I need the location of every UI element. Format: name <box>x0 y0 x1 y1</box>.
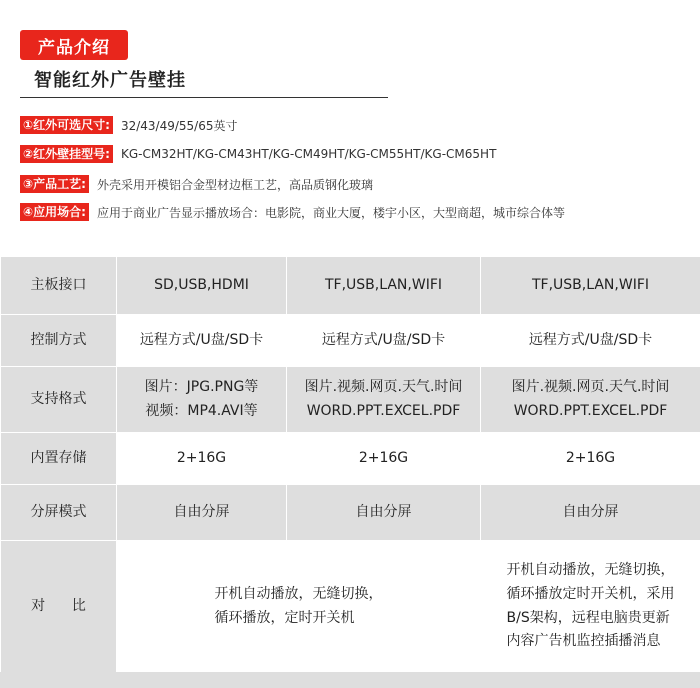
spec-size-label: ①红外可选尺寸: <box>20 116 113 134</box>
table-cell: TF,USB,LAN,WIFI <box>481 257 700 315</box>
cell-line: 循环播放定时开关机，采用 <box>506 585 675 602</box>
spec-model <box>20 145 496 163</box>
cell-line: 视频：MP4.AVI等 <box>145 402 258 419</box>
table-cell: SD,USB,HDMI <box>117 257 287 315</box>
cell-line: 开机自动播放，无缝切换， <box>506 561 675 578</box>
spec-craft <box>20 175 373 193</box>
table-cell <box>481 541 700 673</box>
cell-line: 图片.视频.网页.天气.时间 <box>511 378 670 395</box>
table-cell: 2+16G <box>117 433 287 485</box>
cell-line: WORD.PPT.EXCEL.PDF <box>513 402 668 419</box>
cell-line: 内容广告机监控插播消息 <box>506 633 661 650</box>
cell-line: 图片：JPG.PNG等 <box>144 378 259 395</box>
cell-line: WORD.PPT.EXCEL.PDF <box>306 402 461 419</box>
table-cell: 2+16G <box>287 433 481 485</box>
table-cell: 远程方式/U盘/SD卡 <box>287 315 481 367</box>
cell-line: 图片.视频.网页.天气.时间 <box>304 378 463 395</box>
table-cell: 远程方式/U盘/SD卡 <box>117 315 287 367</box>
title-divider <box>20 97 388 98</box>
table-row <box>1 433 700 485</box>
table-cell: 远程方式/U盘/SD卡 <box>481 315 700 367</box>
cell-line: 开机自动播放，无缝切换， <box>214 585 383 602</box>
page-title: 智能红外广告壁挂 <box>34 70 186 91</box>
table-cell <box>287 367 481 433</box>
table-cell <box>117 367 287 433</box>
table-row <box>1 541 700 673</box>
spec-model-label: ②红外壁挂型号: <box>20 145 113 163</box>
table-cell: TF,USB,LAN,WIFI <box>287 257 481 315</box>
table-row <box>1 367 700 433</box>
spec-usage-value: 应用于商业广告显示播放场合：电影院，商业大厦，楼宇小区，大型商超，城市综合体等 <box>96 205 565 220</box>
cell-line: B/S架构，远程电脑贵更新 <box>506 609 670 626</box>
spec-craft-label: ③产品工艺: <box>20 175 89 193</box>
row-header: 控制方式 <box>1 315 117 367</box>
row-header: 内置存储 <box>1 433 117 485</box>
table-cell: 自由分屏 <box>287 485 481 541</box>
spec-usage-label: ④应用场合: <box>20 203 89 221</box>
cell-line: 循环播放，定时开关机 <box>214 609 355 626</box>
table-row <box>1 315 700 367</box>
table-cell-merged <box>117 541 481 673</box>
row-header: 主板接口 <box>1 257 117 315</box>
row-header: 支持格式 <box>1 367 117 433</box>
spec-model-value: KG-CM32HT/KG-CM43HT/KG-CM49HT/KG-CM55HT/KG-CM65HT <box>120 147 497 161</box>
table-cell: 2+16G <box>481 433 700 485</box>
row-header: 分屏模式 <box>1 485 117 541</box>
table-cell: 自由分屏 <box>117 485 287 541</box>
comparison-table <box>0 256 700 673</box>
footer-band <box>0 672 700 688</box>
spec-craft-value: 外壳采用开模铝合金型材边框工艺，高品质钢化玻璃 <box>96 177 373 192</box>
row-header: 对 比 <box>1 541 117 673</box>
spec-usage <box>20 203 565 221</box>
spec-size-value: 32/43/49/55/65英寸 <box>120 118 238 133</box>
table-cell <box>481 367 700 433</box>
table-cell: 自由分屏 <box>481 485 700 541</box>
section-badge: 产品介绍 <box>20 30 128 60</box>
table-row <box>1 485 700 541</box>
spec-size <box>20 116 238 134</box>
table-row <box>1 257 700 315</box>
